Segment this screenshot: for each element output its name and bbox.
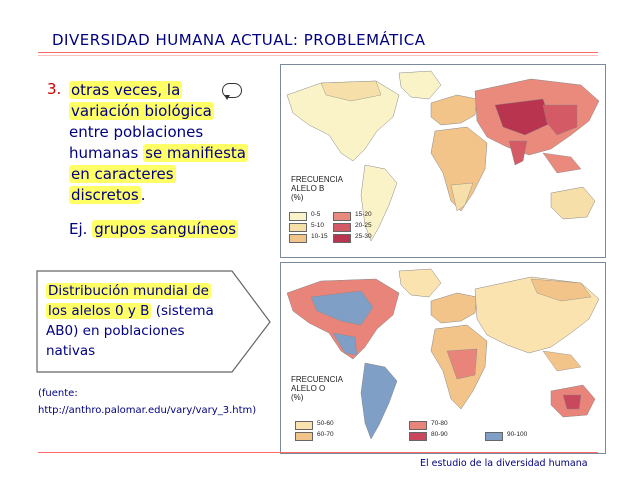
bullet-line-6	[69, 185, 145, 205]
source-label: (fuente:	[38, 388, 78, 399]
highlight-text: en caracteres	[71, 165, 174, 183]
legend-swatch	[295, 421, 313, 430]
plain-text: (sistema	[151, 303, 214, 319]
legend-swatch	[409, 421, 427, 430]
legend-title-line: (%)	[291, 193, 304, 202]
legend-label: 10-15	[311, 233, 328, 240]
legend-label: 5-10	[311, 222, 325, 229]
highlight-text: otras veces, la	[71, 81, 181, 99]
footer-text: El estudio de la diversidad humana	[420, 458, 588, 469]
highlight-text: grupos sanguíneos	[94, 220, 237, 238]
bullet-line-5	[69, 164, 176, 184]
title-underline	[38, 52, 598, 53]
legend-swatch	[409, 432, 427, 441]
legend-label: 20-25	[355, 222, 372, 229]
legend-label: 80-90	[431, 431, 448, 438]
bullet-number: 3.	[47, 80, 62, 98]
legend-swatch	[333, 234, 351, 243]
legend-swatch	[485, 432, 503, 441]
callout-line-1	[46, 281, 236, 301]
plain-text: Ej.	[69, 220, 88, 238]
highlight-text: los alelos 0 y B	[48, 303, 150, 319]
callout-line-2	[46, 301, 236, 321]
bullet-line-1	[69, 80, 182, 100]
callout-text	[46, 281, 236, 361]
highlight-text: variación biológica	[71, 102, 212, 120]
legend-title-o	[291, 375, 343, 402]
source-citation	[38, 385, 256, 419]
world-map-b	[281, 65, 605, 257]
callout-line-3: AB0) en poblaciones	[46, 323, 185, 339]
callout-line-4: nativas	[46, 343, 96, 359]
footer-divider	[38, 452, 598, 453]
bullet-line-4	[69, 143, 248, 163]
legend-title-line: FRECUENCIA	[291, 175, 344, 184]
highlight-text: Distribución mundial de	[48, 283, 209, 299]
map-allele-o	[280, 262, 606, 454]
map-allele-b	[280, 64, 606, 258]
plain-text: .	[140, 186, 146, 204]
comment-icon-tail	[224, 95, 230, 100]
legend-title-line: ALELO B	[291, 184, 325, 193]
legend-title-b	[291, 175, 343, 202]
title-underline-shadow	[38, 55, 598, 56]
legend-label: 50-60	[317, 420, 334, 427]
legend-title-line: FRECUENCIA	[291, 375, 344, 384]
legend-swatch	[289, 234, 307, 243]
bullet-line-3: entre poblaciones	[69, 123, 204, 141]
legend-swatch	[333, 212, 351, 221]
example-line	[69, 219, 238, 239]
legend-swatch	[295, 432, 313, 441]
plain-text: humanas	[69, 144, 139, 162]
highlight-text: se manifiesta	[145, 144, 246, 162]
legend-title-line: (%)	[291, 393, 304, 402]
highlight-text: discretos	[71, 186, 139, 204]
slide-title: DIVERSIDAD HUMANA ACTUAL: PROBLEMÁTICA	[52, 31, 426, 49]
legend-title-line: ALELO O	[291, 384, 326, 393]
legend-swatch	[289, 212, 307, 221]
legend-swatch	[333, 223, 351, 232]
legend-label: 0-5	[311, 211, 321, 218]
legend-label: 90-100	[507, 431, 528, 438]
legend-label: 70-80	[431, 420, 448, 427]
legend-swatch	[289, 223, 307, 232]
legend-label: 60-70	[317, 431, 334, 438]
legend-label: 25-30	[355, 233, 372, 240]
bullet-line-2	[69, 101, 214, 121]
legend-label: 15-20	[355, 211, 372, 218]
source-url[interactable]: http://anthro.palomar.edu/vary/vary_3.htm)	[38, 405, 257, 416]
